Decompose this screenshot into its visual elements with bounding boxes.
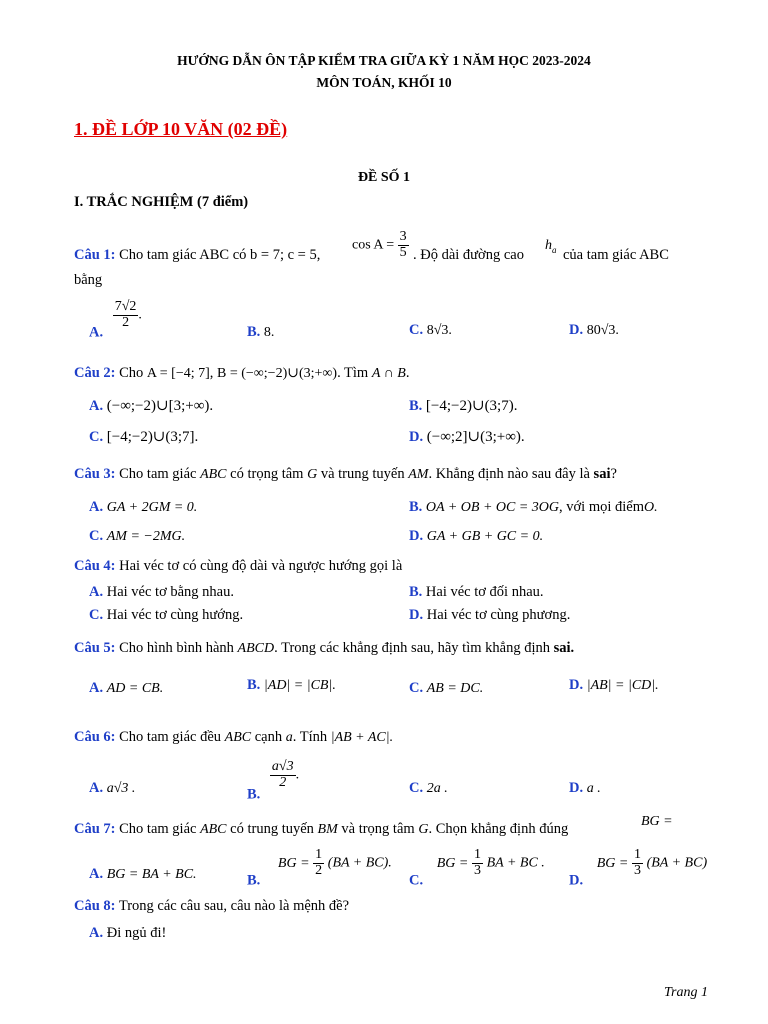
numerator: 1 [633, 847, 641, 862]
math-o: O. [644, 500, 658, 515]
denominator: 5 [399, 244, 407, 260]
question-text: Cho tam giác đều [119, 729, 222, 745]
question-text: Cho tam giác ABC có b = 7; c = 5, [119, 247, 321, 263]
option-post: (BA + BC). [327, 855, 392, 871]
option-label: B. [247, 677, 261, 693]
option-label: A. [89, 680, 104, 696]
numerator: 1 [315, 847, 323, 862]
option-label: B. [409, 499, 423, 515]
option-label: C. [89, 528, 104, 544]
fraction [313, 848, 324, 878]
option-label: C. [409, 780, 424, 796]
emphasis-word: sai. [553, 640, 575, 656]
option-label: A. [89, 866, 104, 882]
q1-text-b [413, 247, 524, 264]
option-label: B. [409, 584, 423, 600]
option-pre: BG = [277, 855, 310, 871]
fraction [632, 848, 643, 878]
question-label: Câu 8: [74, 898, 116, 914]
q1-option-c[interactable] [409, 322, 452, 339]
math-h: h [545, 238, 552, 253]
option-label: A. [89, 324, 104, 341]
q2-option-c[interactable] [89, 427, 198, 446]
math-bm: BM [317, 822, 338, 837]
option-value: 8√3. [426, 323, 452, 338]
denominator: 2 [315, 862, 323, 878]
q6-option-a[interactable] [89, 780, 135, 797]
option-value: Hai véc tơ cùng phương. [426, 607, 571, 623]
question-5 [74, 640, 574, 657]
math-text: cos A = [352, 237, 395, 253]
option-pre: BG = [436, 855, 469, 871]
option-label: D. [409, 607, 424, 623]
question-text: bằng [74, 272, 103, 288]
question-label: Câu 4: [74, 558, 116, 574]
q7-bg-vector [641, 814, 673, 830]
fraction [398, 230, 409, 260]
option-label: D. [569, 780, 584, 796]
question-label: Câu 6: [74, 729, 116, 745]
option-label: B. [247, 786, 261, 803]
question-6 [74, 729, 393, 746]
option-label: A. [89, 780, 104, 796]
fraction [270, 760, 296, 790]
option-value: 8. [263, 325, 275, 340]
question-1 [74, 247, 320, 264]
part-title: I. TRẮC NGHIỆM (7 điểm) [74, 194, 249, 210]
numerator: 7√2 [114, 299, 137, 314]
option-post: BA + BC . [486, 855, 545, 871]
option-value: [−4;−2)∪(3;7). [425, 398, 518, 414]
numerator: 1 [473, 847, 481, 862]
question-text: . Chọn khẳng định đúng [428, 821, 569, 837]
option-value: a√3 . [106, 781, 136, 796]
option-label: A. [89, 584, 104, 600]
option-value: Hai véc tơ đối nhau. [425, 584, 544, 600]
q4-option-b[interactable] [409, 584, 544, 601]
question-text: Cho tam giác [119, 821, 197, 837]
math-g: G [418, 822, 429, 837]
page-number: Trang 1 [664, 985, 708, 1000]
question-text: có trọng tâm [230, 466, 304, 482]
denominator: 2 [122, 314, 130, 330]
question-text: Cho [119, 365, 144, 381]
option-value: Đi ngủ đi! [106, 925, 167, 941]
option-value: GA + GB + GC = 0. [426, 529, 544, 544]
math-sub: a [552, 244, 557, 255]
question-text: . Trong các khẳng định sau, hãy tìm khẳng định [274, 640, 550, 656]
option-pre: BG = [596, 855, 629, 871]
option-label: B. [247, 324, 261, 340]
question-text: ? [610, 466, 617, 482]
math-text: BG = [641, 814, 673, 829]
question-4 [74, 558, 402, 575]
q4-option-a[interactable] [89, 584, 234, 601]
question-text: . Độ dài đường cao [413, 247, 524, 263]
option-value: BG = BA + BC. [106, 867, 197, 882]
q3-option-d[interactable] [409, 528, 543, 545]
question-text: Cho tam giác [119, 466, 197, 482]
option-value: |AB| = |CD|. [586, 678, 659, 693]
fraction [113, 300, 139, 330]
exam-title: ĐỀ SỐ 1 [357, 170, 411, 185]
q5-option-d[interactable] [569, 677, 659, 694]
q6-option-b[interactable]: B. $\frac{a√3}{2}$ . [247, 759, 300, 803]
question-3 [74, 466, 617, 483]
question-text: Trong các câu sau, câu nào là mệnh đề? [118, 898, 350, 914]
option-post: (BA + BC) [646, 855, 708, 871]
math-abc: ABC [224, 730, 252, 745]
question-2: Câu 2: Cho A = [−4; 7], B = (−∞;−2)∪(3;+∞). Tìm A ∩ B. [74, 365, 410, 381]
q1-text-d [74, 272, 102, 289]
option-value: 2a . [426, 781, 448, 796]
math-set-a: A = [−4; 7] [146, 366, 210, 381]
option-value: Hai véc tơ bằng nhau. [106, 584, 234, 600]
option-label: C. [409, 872, 424, 889]
q6-option-c[interactable] [409, 780, 448, 797]
option-label: B. [247, 872, 261, 889]
question-text: có trung tuyến [230, 821, 314, 837]
q2-option-a[interactable] [89, 396, 213, 415]
option-value: AD = CB. [106, 681, 164, 696]
option-label: C. [89, 429, 104, 445]
q1-text-c [563, 247, 669, 264]
q2-option-d[interactable] [409, 427, 525, 446]
option-label: A. [89, 925, 104, 941]
option-label: C. [89, 607, 104, 623]
option-value: AB = DC. [426, 681, 484, 696]
q1-h-symbol [545, 238, 557, 255]
option-label: C. [409, 680, 424, 696]
fraction [472, 848, 483, 878]
question-text: cạnh [254, 729, 283, 745]
option-value: OA + OB + OC = 3OG [425, 500, 560, 515]
option-label: D. [409, 528, 424, 544]
q1-option-d[interactable] [569, 322, 619, 339]
question-text: của tam giác ABC [563, 247, 669, 263]
option-value: Hai véc tơ cùng hướng. [106, 607, 244, 623]
question-text: và trung tuyến [320, 466, 405, 482]
option-value: 80√3. [586, 323, 619, 338]
q3-option-b[interactable] [409, 499, 658, 516]
question-label: Câu 3: [74, 466, 116, 482]
math-am: AM [408, 467, 429, 482]
question-text: và trọng tâm [341, 821, 415, 837]
q5-option-b[interactable] [247, 677, 336, 694]
denominator: 3 [473, 862, 481, 878]
denominator: 3 [633, 862, 641, 878]
document-header-line1: HƯỚNG DẪN ÔN TẬP KIỂM TRA GIỮA KỲ 1 NĂM HỌC 2023-2024 [177, 53, 591, 68]
emphasis-word: sai [593, 466, 611, 482]
option-suffix: , với mọi điểm [559, 499, 645, 515]
q5-option-a[interactable] [89, 680, 163, 697]
math-a: a [285, 730, 293, 745]
q8-option-a[interactable] [89, 925, 166, 942]
question-text: Cho hình bình hành [119, 640, 234, 656]
q7-option-b[interactable] [247, 848, 392, 890]
math-expression: |AB + AC|. [330, 730, 394, 745]
question-text: . Tính [292, 729, 328, 745]
q3-option-c[interactable] [89, 528, 185, 545]
option-label: A. [89, 499, 104, 515]
question-text: . Tìm [337, 365, 369, 381]
option-value: (−∞;−2)∪[3;+∞). [106, 398, 214, 414]
numerator: 3 [399, 229, 407, 244]
option-label: D. [569, 322, 584, 338]
math-intersection: A ∩ B [371, 366, 406, 381]
math-abcd: ABCD [237, 641, 275, 656]
option-value: GA + 2GM = 0. [106, 500, 198, 515]
math-g: G [307, 467, 318, 482]
option-label: D. [569, 872, 584, 889]
q6-option-d[interactable] [569, 780, 601, 797]
q4-option-d[interactable] [409, 607, 570, 624]
q4-option-c[interactable] [89, 607, 243, 624]
question-8 [74, 898, 349, 915]
question-label: Câu 5: [74, 640, 116, 656]
math-abc: ABC [200, 822, 227, 837]
question-text: . Khẳng định nào sau đây là [428, 466, 590, 482]
q3-option-a[interactable] [89, 499, 197, 516]
q1-cos-formula [352, 230, 409, 260]
numerator: a√3 [271, 759, 294, 774]
math-set-b: B = (−∞;−2)∪(3;+∞) [217, 366, 338, 381]
section-title: 1. ĐỀ LỚP 10 VĂN (02 ĐỀ) [74, 119, 288, 139]
document-header-line2: MÔN TOÁN, KHỐI 10 [316, 75, 452, 90]
question-label: Câu 2: [74, 365, 116, 381]
q5-option-c[interactable] [409, 680, 483, 697]
option-label: A. [89, 398, 104, 414]
option-value: [−4;−2)∪(3;7]. [106, 429, 199, 445]
question-text: Hai véc tơ có cùng độ dài và ngược hướng gọi là [119, 558, 403, 574]
q7-option-c[interactable] [409, 848, 545, 890]
option-value: (−∞;2]∪(3;+∞). [426, 429, 525, 445]
denominator: 2 [279, 774, 287, 790]
option-label: B. [409, 398, 423, 414]
question-7 [74, 821, 568, 838]
q7-option-a[interactable] [89, 866, 197, 883]
option-value: a . [586, 781, 601, 796]
q2-option-b[interactable] [409, 396, 517, 415]
option-label: D. [569, 677, 584, 693]
question-label: Câu 1: [74, 247, 116, 263]
option-value: |AD| = |CB|. [263, 678, 336, 693]
q7-option-d[interactable] [569, 848, 707, 890]
option-value: AM = −2MG. [106, 529, 186, 544]
option-label: D. [409, 429, 424, 445]
math-abc: ABC [200, 467, 227, 482]
question-label: Câu 7: [74, 821, 116, 837]
q1-option-a[interactable]: A. $\frac{7√2}{2}$ . [89, 299, 142, 341]
q1-option-b[interactable] [247, 324, 274, 341]
option-label: C. [409, 322, 424, 338]
